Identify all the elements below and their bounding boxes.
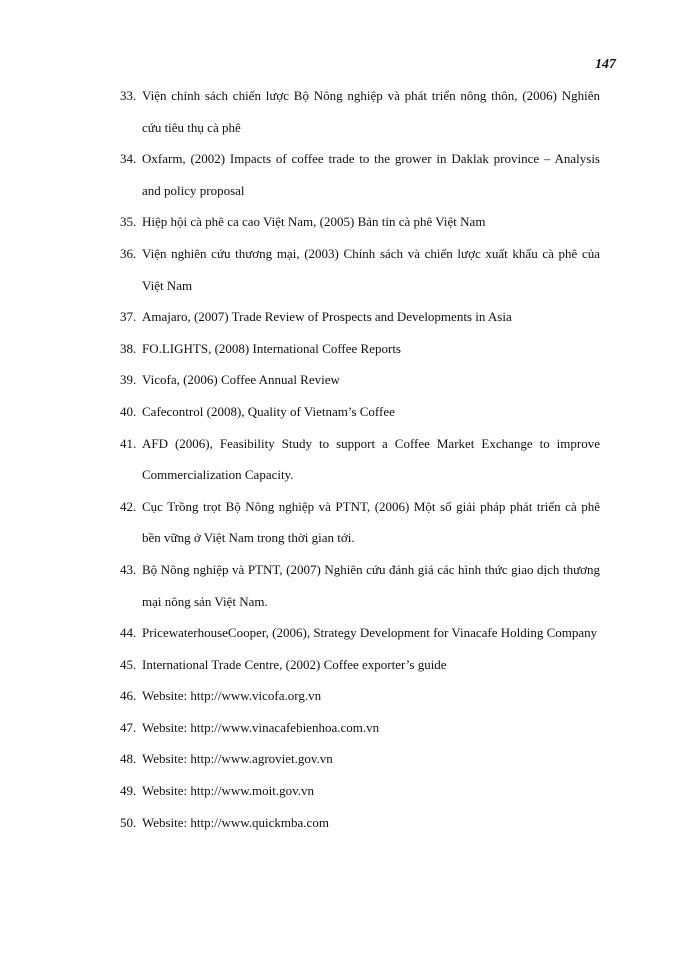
reference-item xyxy=(120,554,600,617)
reference-item xyxy=(120,428,600,491)
reference-number: 45. xyxy=(120,656,137,672)
reference-text: PricewaterhouseCooper, (2006), Strategy Development for Vinacafe Holding Company xyxy=(142,625,598,641)
reference-text: Website: http://www.quickmba.com xyxy=(142,814,329,830)
reference-number: 35. xyxy=(120,214,137,230)
reference-text: Viện nghiên cứu thương mại, (2003) Chính sách và chiến lược xuất khẩu cà phê của Việt Nam xyxy=(142,245,600,293)
reference-number: 49. xyxy=(120,783,137,799)
reference-item xyxy=(120,649,600,681)
reference-number: 39. xyxy=(120,372,137,388)
reference-text: Website: http://www.vinacafebienhoa.com.vn xyxy=(142,719,380,735)
reference-number: 47. xyxy=(120,719,137,735)
reference-number: 48. xyxy=(120,751,137,767)
reference-item xyxy=(120,364,600,396)
reference-number: 40. xyxy=(120,403,137,419)
reference-number: 37. xyxy=(120,309,137,325)
reference-item xyxy=(120,143,600,206)
reference-text: Amajaro, (2007) Trade Review of Prospects and Developments in Asia xyxy=(142,309,512,325)
reference-item xyxy=(120,301,600,333)
reference-number: 36. xyxy=(120,245,137,261)
reference-number: 50. xyxy=(120,814,137,830)
reference-number: 38. xyxy=(120,340,137,356)
reference-text: Oxfarm, (2002) Impacts of coffee trade to the grower in Daklak province – Analysis and policy proposal xyxy=(142,151,600,198)
reference-number: 42. xyxy=(120,498,137,514)
reference-text: Vicofa, (2006) Coffee Annual Review xyxy=(142,372,340,388)
reference-text: Website: http://www.moit.gov.vn xyxy=(142,783,315,799)
reference-text: Bộ Nông nghiệp và PTNT, (2007) Nghiên cứu đánh giá các hình thức giao dịch thương mại nông sản Việt Nam. xyxy=(142,561,600,609)
reference-number: 43. xyxy=(120,561,137,577)
page-number: 147 xyxy=(595,57,616,72)
reference-text: Cục Trồng trọt Bộ Nông nghiệp và PTNT, (2006) Một số giải pháp phát triển cà phê bền vững ở Việt Nam trong thời gian tới. xyxy=(142,498,600,546)
reference-text: Hiệp hội cà phê ca cao Việt Nam, (2005) Bản tin cà phê Việt Nam xyxy=(142,214,486,230)
reference-item xyxy=(120,617,600,649)
reference-item xyxy=(120,775,600,807)
reference-number: 44. xyxy=(120,625,137,641)
reference-number: 41. xyxy=(120,435,137,451)
reference-text: Website: http://www.vicofa.org.vn xyxy=(142,688,322,704)
reference-item xyxy=(120,238,600,301)
reference-item xyxy=(120,743,600,775)
reference-item xyxy=(120,807,600,839)
reference-text: Viện chính sách chiến lược Bộ Nông nghiệp và phát triển nông thôn, (2006) Nghiên cứu tiêu thụ cà phê xyxy=(142,88,600,135)
reference-item xyxy=(120,680,600,712)
reference-item xyxy=(120,712,600,744)
reference-item xyxy=(120,206,600,238)
reference-text: Cafecontrol (2008), Quality of Vietnam’s Coffee xyxy=(142,403,395,419)
reference-number: 34. xyxy=(120,151,137,167)
reference-item xyxy=(120,80,600,143)
reference-text: Website: http://www.agroviet.gov.vn xyxy=(142,751,333,767)
reference-text: FO.LIGHTS, (2008) International Coffee Reports xyxy=(142,340,401,356)
reference-item xyxy=(120,491,600,554)
reference-text: International Trade Centre, (2002) Coffee exporter’s guide xyxy=(142,656,447,672)
reference-list xyxy=(120,80,600,838)
reference-number: 46. xyxy=(120,688,137,704)
reference-text: AFD (2006), Feasibility Study to support a Coffee Market Exchange to improve Commercialization Capacity. xyxy=(142,435,600,483)
reference-item xyxy=(120,333,600,365)
reference-number: 33. xyxy=(120,88,137,103)
reference-item xyxy=(120,396,600,428)
